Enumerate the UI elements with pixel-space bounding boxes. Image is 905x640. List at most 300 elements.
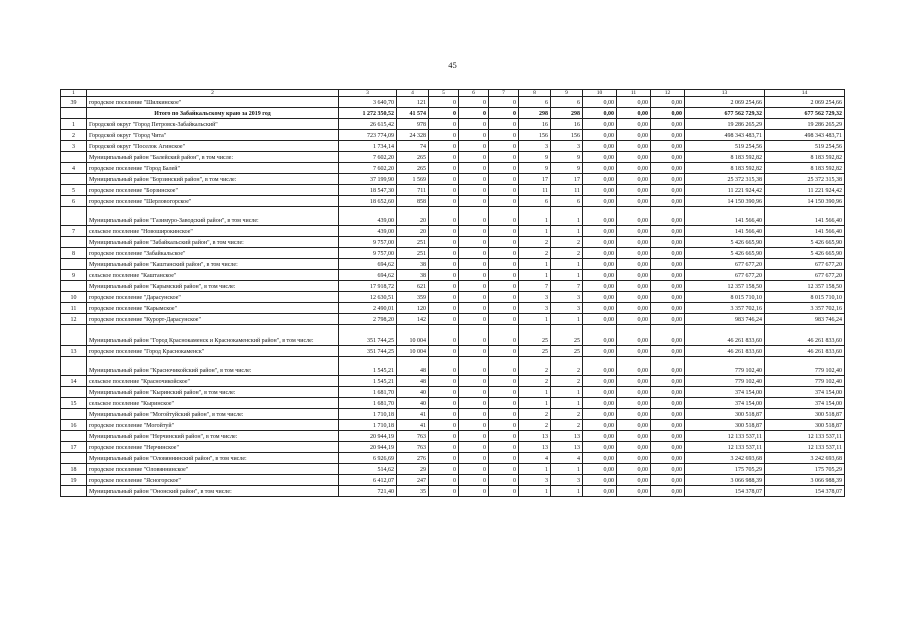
municipality-name-cell: Городской округ "Город Чита": [87, 130, 339, 141]
col-8-value-cell: 1: [519, 270, 551, 281]
municipality-name-cell: городское поселение "Курорт-Дарасунское": [87, 314, 339, 325]
col-12-value-cell: 0,00: [651, 130, 685, 141]
col-8-value-cell: 9: [519, 152, 551, 163]
column-number-header: 3: [339, 90, 397, 97]
col-12-value-cell: 0,00: [651, 475, 685, 486]
col-9-value-cell: 6: [551, 196, 583, 207]
col-6-value-cell: 0: [459, 486, 489, 497]
municipality-name-cell: Муниципальный район "Красночикойский район", в том числе:: [87, 357, 339, 376]
col-9-value-cell: 1: [551, 270, 583, 281]
col-7-value-cell: 0: [489, 398, 519, 409]
col-12-value-cell: 0,00: [651, 420, 685, 431]
col-14-amount-cell: 12 133 537,11: [765, 442, 845, 453]
area-value-cell: 694,62: [339, 270, 397, 281]
col-10-value-cell: 0,00: [583, 464, 617, 475]
area-value-cell: 723 774,09: [339, 130, 397, 141]
col-8-value-cell: 25: [519, 325, 551, 346]
col-9-value-cell: 2: [551, 237, 583, 248]
col-10-value-cell: 0,00: [583, 185, 617, 196]
col-8-value-cell: 2: [519, 420, 551, 431]
col-8-value-cell: 3: [519, 292, 551, 303]
col-8-value-cell: 3: [519, 141, 551, 152]
municipality-name-cell: Муниципальный район "Могойтуйский район", в том числе:: [87, 409, 339, 420]
col-13-amount-cell: 2 069 254,66: [685, 97, 765, 108]
col-5-value-cell: 0: [429, 226, 459, 237]
col-10-value-cell: 0,00: [583, 119, 617, 130]
page-number: 45: [448, 60, 457, 70]
area-value-cell: 514,62: [339, 464, 397, 475]
col-10-value-cell: 0,00: [583, 207, 617, 226]
residents-count-cell: 40: [397, 398, 429, 409]
col-9-value-cell: 2: [551, 248, 583, 259]
col-9-value-cell: 25: [551, 346, 583, 357]
col-11-value-cell: 0,00: [617, 226, 651, 237]
col-7-value-cell: 0: [489, 475, 519, 486]
col-10-value-cell: 0,00: [583, 226, 617, 237]
municipality-name-cell: городское поселение "Ясногорское": [87, 475, 339, 486]
col-10-value-cell: 0,00: [583, 376, 617, 387]
residents-count-cell: 48: [397, 357, 429, 376]
municipality-name-cell: городское поселение "Город Краснокаменск": [87, 346, 339, 357]
col-11-value-cell: 0,00: [617, 185, 651, 196]
residents-count-cell: 41: [397, 409, 429, 420]
col-5-value-cell: 0: [429, 196, 459, 207]
col-5-value-cell: 0: [429, 97, 459, 108]
col-8-value-cell: 13: [519, 431, 551, 442]
col-13-amount-cell: 519 254,56: [685, 141, 765, 152]
col-7-value-cell: 0: [489, 237, 519, 248]
col-12-value-cell: 0,00: [651, 346, 685, 357]
table-row: [61, 226, 845, 237]
municipality-name-cell: городское поселение "Нерчинское": [87, 442, 339, 453]
col-14-amount-cell: 19 286 265,29: [765, 119, 845, 130]
col-11-value-cell: 0,00: [617, 196, 651, 207]
col-13-amount-cell: 374 154,00: [685, 387, 765, 398]
col-8-value-cell: 298: [519, 108, 551, 119]
col-7-value-cell: 0: [489, 420, 519, 431]
row-number-cell: [61, 409, 87, 420]
col-9-value-cell: 1: [551, 464, 583, 475]
col-9-value-cell: 3: [551, 303, 583, 314]
col-6-value-cell: 0: [459, 108, 489, 119]
col-9-value-cell: 17: [551, 174, 583, 185]
col-10-value-cell: 0,00: [583, 387, 617, 398]
col-9-value-cell: 13: [551, 431, 583, 442]
col-9-value-cell: 1: [551, 207, 583, 226]
col-14-amount-cell: 46 261 833,60: [765, 325, 845, 346]
col-11-value-cell: 0,00: [617, 475, 651, 486]
col-6-value-cell: 0: [459, 292, 489, 303]
row-number-cell: [61, 325, 87, 346]
table-row: [61, 185, 845, 196]
col-5-value-cell: 0: [429, 119, 459, 130]
municipality-name-cell: Муниципальный район "Карымский район", в том числе:: [87, 281, 339, 292]
col-7-value-cell: 0: [489, 486, 519, 497]
col-14-amount-cell: 3 066 988,39: [765, 475, 845, 486]
table-row: [61, 464, 845, 475]
col-7-value-cell: 0: [489, 248, 519, 259]
col-12-value-cell: 0,00: [651, 409, 685, 420]
row-number-cell: 3: [61, 141, 87, 152]
municipality-name-cell: Муниципальный район "Нерчинский район", в том числе:: [87, 431, 339, 442]
col-9-value-cell: 1: [551, 398, 583, 409]
col-6-value-cell: 0: [459, 409, 489, 420]
col-10-value-cell: 0,00: [583, 141, 617, 152]
residents-count-cell: 10 004: [397, 325, 429, 346]
table-row: [61, 259, 845, 270]
col-14-amount-cell: 677 677,20: [765, 259, 845, 270]
table-row: [61, 152, 845, 163]
col-5-value-cell: 0: [429, 357, 459, 376]
row-number-cell: [61, 453, 87, 464]
col-7-value-cell: 0: [489, 346, 519, 357]
col-14-amount-cell: 519 254,56: [765, 141, 845, 152]
col-11-value-cell: 0,00: [617, 152, 651, 163]
area-value-cell: 439,00: [339, 207, 397, 226]
col-8-value-cell: 2: [519, 237, 551, 248]
col-5-value-cell: 0: [429, 185, 459, 196]
col-8-value-cell: 2: [519, 248, 551, 259]
col-12-value-cell: 0,00: [651, 398, 685, 409]
col-10-value-cell: 0,00: [583, 409, 617, 420]
municipality-name-cell: Муниципальный район "Забайкальский район", в том числе:: [87, 237, 339, 248]
table-row: [61, 346, 845, 357]
col-7-value-cell: 0: [489, 357, 519, 376]
col-11-value-cell: 0,00: [617, 453, 651, 464]
col-6-value-cell: 0: [459, 141, 489, 152]
col-13-amount-cell: 141 566,40: [685, 207, 765, 226]
col-11-value-cell: 0,00: [617, 346, 651, 357]
col-13-amount-cell: 3 066 988,39: [685, 475, 765, 486]
col-8-value-cell: 1: [519, 259, 551, 270]
col-10-value-cell: 0,00: [583, 196, 617, 207]
col-9-value-cell: 3: [551, 475, 583, 486]
municipality-name-cell: сельское поселение "Новоширокинское": [87, 226, 339, 237]
row-number-cell: 16: [61, 420, 87, 431]
col-14-amount-cell: 8 183 592,82: [765, 163, 845, 174]
col-7-value-cell: 0: [489, 97, 519, 108]
residents-count-cell: 120: [397, 303, 429, 314]
col-10-value-cell: 0,00: [583, 475, 617, 486]
area-value-cell: 3 640,70: [339, 97, 397, 108]
col-12-value-cell: 0,00: [651, 376, 685, 387]
row-number-cell: [61, 486, 87, 497]
col-6-value-cell: 0: [459, 152, 489, 163]
column-number-header: 7: [489, 90, 519, 97]
area-value-cell: 17 918,72: [339, 281, 397, 292]
col-6-value-cell: 0: [459, 420, 489, 431]
area-value-cell: 18 652,60: [339, 196, 397, 207]
residents-count-cell: 41: [397, 420, 429, 431]
col-10-value-cell: 0,00: [583, 237, 617, 248]
col-7-value-cell: 0: [489, 185, 519, 196]
col-12-value-cell: 0,00: [651, 226, 685, 237]
table-row: [61, 475, 845, 486]
col-5-value-cell: 0: [429, 281, 459, 292]
table-row: [61, 409, 845, 420]
col-14-amount-cell: 141 566,40: [765, 226, 845, 237]
table-row: [61, 387, 845, 398]
col-10-value-cell: 0,00: [583, 346, 617, 357]
col-11-value-cell: 0,00: [617, 270, 651, 281]
col-12-value-cell: 0,00: [651, 163, 685, 174]
residents-count-cell: 121: [397, 97, 429, 108]
col-5-value-cell: 0: [429, 237, 459, 248]
table-total-row: [61, 108, 845, 119]
col-6-value-cell: 0: [459, 442, 489, 453]
row-number-cell: [61, 152, 87, 163]
area-value-cell: 20 944,19: [339, 442, 397, 453]
residents-count-cell: 1 569: [397, 174, 429, 185]
col-8-value-cell: 156: [519, 130, 551, 141]
table-row: [61, 119, 845, 130]
area-value-cell: 439,00: [339, 226, 397, 237]
col-14-amount-cell: 3 242 693,68: [765, 453, 845, 464]
col-14-amount-cell: 3 357 702,16: [765, 303, 845, 314]
col-9-value-cell: 1: [551, 486, 583, 497]
col-8-value-cell: 13: [519, 442, 551, 453]
col-10-value-cell: 0,00: [583, 281, 617, 292]
col-14-amount-cell: 11 221 924,42: [765, 185, 845, 196]
col-12-value-cell: 0,00: [651, 292, 685, 303]
municipality-name-cell: Муниципальный район "Ононский район", в том числе:: [87, 486, 339, 497]
column-number-header: 2: [87, 90, 339, 97]
municipality-name-cell: сельское поселение "Красночикойское": [87, 376, 339, 387]
col-6-value-cell: 0: [459, 119, 489, 130]
col-14-amount-cell: 779 102,40: [765, 357, 845, 376]
row-number-cell: 14: [61, 376, 87, 387]
col-10-value-cell: 0,00: [583, 398, 617, 409]
col-5-value-cell: 0: [429, 442, 459, 453]
col-9-value-cell: 3: [551, 292, 583, 303]
row-number-cell: 19: [61, 475, 87, 486]
col-14-amount-cell: 5 426 665,90: [765, 248, 845, 259]
col-11-value-cell: 0,00: [617, 376, 651, 387]
col-14-amount-cell: 141 566,40: [765, 207, 845, 226]
col-13-amount-cell: 8 015 710,10: [685, 292, 765, 303]
col-13-amount-cell: 19 286 265,29: [685, 119, 765, 130]
col-7-value-cell: 0: [489, 174, 519, 185]
col-8-value-cell: 3: [519, 475, 551, 486]
col-7-value-cell: 0: [489, 141, 519, 152]
col-12-value-cell: 0,00: [651, 281, 685, 292]
col-14-amount-cell: 5 426 665,90: [765, 237, 845, 248]
col-14-amount-cell: 300 518,87: [765, 409, 845, 420]
col-5-value-cell: 0: [429, 248, 459, 259]
municipality-name-cell: Муниципальный район "Балейский район", в том числе:: [87, 152, 339, 163]
table-row: [61, 398, 845, 409]
col-5-value-cell: 0: [429, 314, 459, 325]
col-8-value-cell: 25: [519, 346, 551, 357]
col-11-value-cell: 0,00: [617, 464, 651, 475]
col-8-value-cell: 1: [519, 398, 551, 409]
municipality-name-cell: Итого по Забайкальскому краю за 2019 год: [87, 108, 339, 119]
col-9-value-cell: 4: [551, 453, 583, 464]
col-14-amount-cell: 300 518,87: [765, 420, 845, 431]
row-number-cell: 13: [61, 346, 87, 357]
col-14-amount-cell: 25 372 315,38: [765, 174, 845, 185]
col-13-amount-cell: 498 343 483,71: [685, 130, 765, 141]
col-5-value-cell: 0: [429, 376, 459, 387]
residents-count-cell: 251: [397, 237, 429, 248]
col-9-value-cell: 2: [551, 420, 583, 431]
residents-count-cell: 359: [397, 292, 429, 303]
table-row: [61, 453, 845, 464]
col-12-value-cell: 0,00: [651, 387, 685, 398]
col-9-value-cell: 16: [551, 119, 583, 130]
col-11-value-cell: 0,00: [617, 248, 651, 259]
col-10-value-cell: 0,00: [583, 248, 617, 259]
col-11-value-cell: 0,00: [617, 174, 651, 185]
area-value-cell: 18 547,30: [339, 185, 397, 196]
table-row: [61, 325, 845, 346]
col-11-value-cell: 0,00: [617, 281, 651, 292]
col-6-value-cell: 0: [459, 185, 489, 196]
residents-count-cell: 265: [397, 163, 429, 174]
col-12-value-cell: 0,00: [651, 141, 685, 152]
residents-count-cell: 276: [397, 453, 429, 464]
area-value-cell: 1 545,21: [339, 357, 397, 376]
col-5-value-cell: 0: [429, 108, 459, 119]
municipality-name-cell: городское поселение "Город Балей": [87, 163, 339, 174]
col-6-value-cell: 0: [459, 248, 489, 259]
municipality-name-cell: городское поселение "Карымское": [87, 303, 339, 314]
col-11-value-cell: 0,00: [617, 431, 651, 442]
col-5-value-cell: 0: [429, 409, 459, 420]
col-9-value-cell: 13: [551, 442, 583, 453]
residents-count-cell: 142: [397, 314, 429, 325]
col-11-value-cell: 0,00: [617, 357, 651, 376]
row-number-cell: 12: [61, 314, 87, 325]
col-13-amount-cell: 677 677,20: [685, 270, 765, 281]
area-value-cell: 37 199,90: [339, 174, 397, 185]
row-number-cell: [61, 108, 87, 119]
col-13-amount-cell: 8 183 592,82: [685, 163, 765, 174]
residents-count-cell: 74: [397, 141, 429, 152]
col-8-value-cell: 1: [519, 226, 551, 237]
col-14-amount-cell: 374 154,00: [765, 387, 845, 398]
col-9-value-cell: 6: [551, 97, 583, 108]
residents-count-cell: 10 004: [397, 346, 429, 357]
col-13-amount-cell: 779 102,40: [685, 357, 765, 376]
municipality-name-cell: городское поселение "Шилкинское": [87, 97, 339, 108]
col-6-value-cell: 0: [459, 303, 489, 314]
col-8-value-cell: 6: [519, 97, 551, 108]
area-value-cell: 721,40: [339, 486, 397, 497]
row-number-cell: 15: [61, 398, 87, 409]
col-14-amount-cell: 498 343 483,71: [765, 130, 845, 141]
col-14-amount-cell: 2 069 254,66: [765, 97, 845, 108]
table-row: [61, 292, 845, 303]
col-12-value-cell: 0,00: [651, 248, 685, 259]
col-6-value-cell: 0: [459, 431, 489, 442]
col-14-amount-cell: 154 378,07: [765, 486, 845, 497]
col-6-value-cell: 0: [459, 281, 489, 292]
col-5-value-cell: 0: [429, 453, 459, 464]
col-8-value-cell: 4: [519, 453, 551, 464]
col-8-value-cell: 17: [519, 174, 551, 185]
municipality-name-cell: Муниципальный район "Газимуро-Заводский район", в том числе:: [87, 207, 339, 226]
col-12-value-cell: 0,00: [651, 464, 685, 475]
col-13-amount-cell: 175 705,29: [685, 464, 765, 475]
residents-count-cell: 978: [397, 119, 429, 130]
col-13-amount-cell: 5 426 665,90: [685, 248, 765, 259]
area-value-cell: 7 602,20: [339, 163, 397, 174]
col-7-value-cell: 0: [489, 196, 519, 207]
col-9-value-cell: 1: [551, 259, 583, 270]
col-6-value-cell: 0: [459, 475, 489, 486]
col-7-value-cell: 0: [489, 325, 519, 346]
col-7-value-cell: 0: [489, 464, 519, 475]
col-7-value-cell: 0: [489, 303, 519, 314]
col-13-amount-cell: 46 261 833,60: [685, 346, 765, 357]
residents-count-cell: 251: [397, 248, 429, 259]
col-14-amount-cell: 46 261 833,60: [765, 346, 845, 357]
col-12-value-cell: 0,00: [651, 486, 685, 497]
col-7-value-cell: 0: [489, 207, 519, 226]
municipality-name-cell: городское поселение "Оловяннинское": [87, 464, 339, 475]
column-number-header: 13: [685, 90, 765, 97]
col-8-value-cell: 1: [519, 314, 551, 325]
row-number-cell: 39: [61, 97, 87, 108]
col-9-value-cell: 2: [551, 376, 583, 387]
col-9-value-cell: 1: [551, 226, 583, 237]
row-number-cell: 5: [61, 185, 87, 196]
table-row: [61, 248, 845, 259]
housing-program-table-sheet: [60, 89, 845, 497]
col-10-value-cell: 0,00: [583, 163, 617, 174]
col-10-value-cell: 0,00: [583, 303, 617, 314]
residents-count-cell: 763: [397, 431, 429, 442]
col-5-value-cell: 0: [429, 431, 459, 442]
table-row: [61, 357, 845, 376]
table-row: [61, 207, 845, 226]
area-value-cell: 1 681,70: [339, 387, 397, 398]
row-number-cell: 10: [61, 292, 87, 303]
area-value-cell: 6 412,07: [339, 475, 397, 486]
table-row: [61, 141, 845, 152]
municipality-name-cell: городское поселение "Шерловогорское": [87, 196, 339, 207]
col-10-value-cell: 0,00: [583, 130, 617, 141]
col-11-value-cell: 0,00: [617, 97, 651, 108]
table-row: [61, 270, 845, 281]
municipality-name-cell: городское поселение "Могойтуй": [87, 420, 339, 431]
col-14-amount-cell: 677 677,20: [765, 270, 845, 281]
municipality-name-cell: Городской округ "Поселок Агинское": [87, 141, 339, 152]
col-7-value-cell: 0: [489, 453, 519, 464]
residents-count-cell: 711: [397, 185, 429, 196]
col-8-value-cell: 2: [519, 409, 551, 420]
col-13-amount-cell: 8 183 592,82: [685, 152, 765, 163]
col-9-value-cell: 1: [551, 314, 583, 325]
col-12-value-cell: 0,00: [651, 314, 685, 325]
col-6-value-cell: 0: [459, 163, 489, 174]
col-13-amount-cell: 983 746,24: [685, 314, 765, 325]
col-6-value-cell: 0: [459, 357, 489, 376]
municipality-name-cell: сельское поселение "Кыринское": [87, 398, 339, 409]
col-11-value-cell: 0,00: [617, 141, 651, 152]
col-13-amount-cell: 5 426 665,90: [685, 237, 765, 248]
col-12-value-cell: 0,00: [651, 453, 685, 464]
col-10-value-cell: 0,00: [583, 486, 617, 497]
col-13-amount-cell: 779 102,40: [685, 376, 765, 387]
residents-count-cell: 621: [397, 281, 429, 292]
col-9-value-cell: 11: [551, 185, 583, 196]
residents-count-cell: 265: [397, 152, 429, 163]
housing-program-table: [60, 89, 845, 497]
col-5-value-cell: 0: [429, 163, 459, 174]
column-number-header: 6: [459, 90, 489, 97]
